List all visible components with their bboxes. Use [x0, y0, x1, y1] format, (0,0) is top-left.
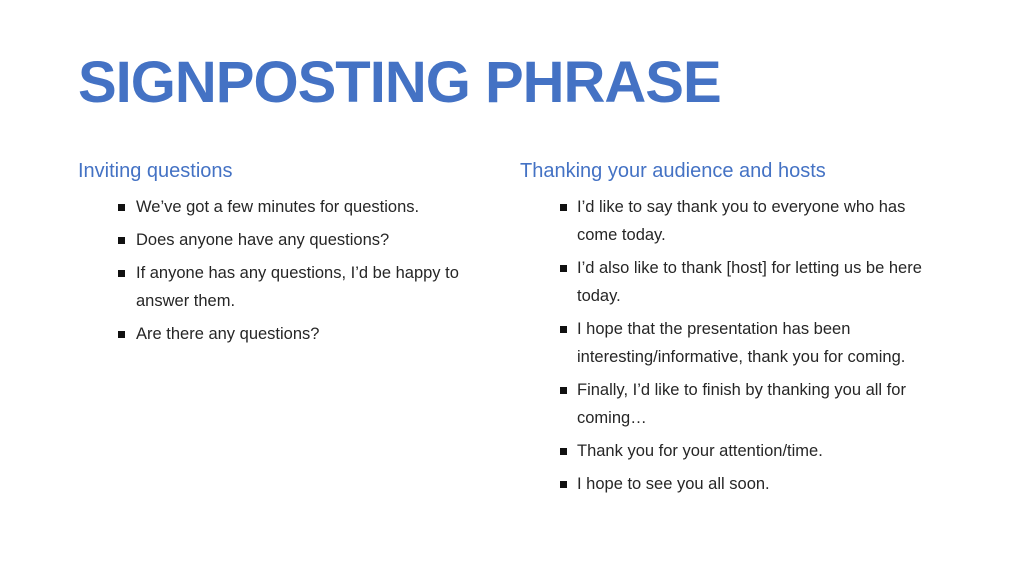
square-bullet-icon: [560, 326, 567, 333]
left-bullet-list: [78, 193, 498, 348]
bullet-text: Thank you for your attention/time.: [577, 442, 823, 460]
right-bullet-list: [520, 193, 960, 498]
list-item: [520, 254, 960, 310]
left-column: [78, 157, 498, 353]
square-bullet-icon: [560, 387, 567, 394]
square-bullet-icon: [560, 265, 567, 272]
bullet-text: Finally, I’d like to finish by thanking you all for coming…: [577, 381, 906, 427]
bullet-text: Are there any questions?: [136, 325, 320, 343]
list-item: [520, 376, 960, 432]
right-column-heading: Thanking your audience and hosts: [520, 160, 826, 182]
square-bullet-icon: [560, 448, 567, 455]
list-item: [78, 226, 498, 254]
list-item: [78, 193, 498, 221]
bullet-text: Does anyone have any questions?: [136, 231, 390, 249]
bullet-text: We’ve got a few minutes for questions.: [136, 198, 420, 216]
list-item: [78, 320, 498, 348]
square-bullet-icon: [118, 237, 125, 244]
left-column-heading: Inviting questions: [78, 160, 233, 182]
square-bullet-icon: [118, 204, 125, 211]
slide-title: SIGNPOSTING PHRASE: [78, 50, 721, 115]
bullet-text: If anyone has any questions, I’d be happy to answer them.: [136, 264, 459, 310]
square-bullet-icon: [118, 270, 125, 277]
right-column: [520, 157, 960, 503]
square-bullet-icon: [560, 204, 567, 211]
bullet-text: I’d also like to thank [host] for letting us be here today.: [577, 259, 922, 305]
list-item: [78, 259, 498, 315]
square-bullet-icon: [118, 331, 125, 338]
square-bullet-icon: [560, 481, 567, 488]
list-item: [520, 193, 960, 249]
list-item: [520, 470, 960, 498]
bullet-text: I’d like to say thank you to everyone who has come today.: [577, 198, 906, 244]
bullet-text: I hope to see you all soon.: [577, 475, 770, 493]
bullet-text: I hope that the presentation has been interesting/informative, thank you for coming.: [577, 320, 906, 366]
list-item: [520, 315, 960, 371]
list-item: [520, 437, 960, 465]
